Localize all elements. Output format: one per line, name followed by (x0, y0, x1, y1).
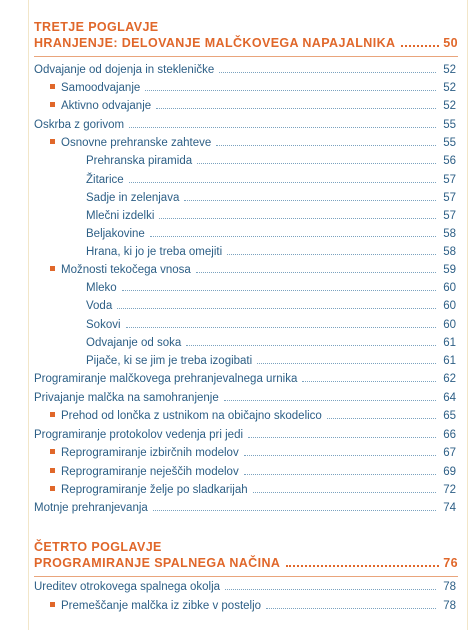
toc-entry[interactable] (34, 372, 456, 387)
dot-leader (156, 108, 436, 109)
entry-page: 52 (443, 64, 456, 76)
toc-entry[interactable] (34, 118, 456, 133)
dot-leader (248, 437, 436, 438)
dot-leader (227, 254, 436, 255)
toc-entry[interactable] (86, 191, 456, 206)
dot-leader (327, 418, 436, 419)
entry-label: Reprogramiranje izbirčnih modelov (61, 447, 239, 459)
toc-entry[interactable] (86, 354, 456, 369)
toc-entry[interactable] (50, 99, 456, 114)
entry-label: Mlečni izdelki (86, 210, 155, 222)
dot-leader (197, 163, 436, 164)
dot-leader (117, 308, 436, 309)
dot-leader (286, 565, 439, 567)
toc-entry[interactable] (86, 173, 456, 188)
toc-entry[interactable] (50, 263, 456, 278)
toc-entry[interactable] (34, 63, 456, 78)
entry-label: Osnovne prehranske zahteve (61, 137, 212, 149)
entry-page: 58 (443, 246, 456, 258)
entry-label: Programiranje malčkovega prehranjevalnega urnika (34, 373, 298, 385)
dot-leader (129, 182, 436, 183)
entry-label: Privajanje malčka na samohranjenje (34, 392, 219, 404)
chapter-3-header (34, 20, 458, 57)
toc-entry[interactable] (86, 154, 456, 169)
entry-page: 57 (443, 174, 456, 186)
entry-page: 60 (443, 300, 456, 312)
dot-leader (225, 589, 436, 590)
right-margin-line (467, 0, 468, 630)
dot-leader (186, 345, 436, 346)
entry-label: Reprogramiranje neješčih modelov (61, 466, 239, 478)
chapter-page: 76 (443, 556, 458, 570)
dot-leader (159, 218, 436, 219)
toc-entry[interactable] (34, 391, 456, 406)
entry-label: Odvajanje od soka (86, 337, 182, 349)
dot-leader (266, 608, 436, 609)
dot-leader (196, 272, 436, 273)
toc-entry[interactable] (50, 446, 456, 461)
entry-page: 57 (443, 210, 456, 222)
dot-leader (122, 290, 436, 291)
entry-label: Sokovi (86, 319, 121, 331)
chapter-4-header (34, 540, 458, 577)
bullet-icon (50, 602, 55, 607)
toc-entry[interactable] (86, 227, 456, 242)
dot-leader (129, 127, 436, 128)
dot-leader (244, 455, 436, 456)
entry-label: Oskrba z gorivom (34, 119, 125, 131)
dot-leader (184, 200, 436, 201)
entry-label: Premeščanje malčka iz zibke v posteljo (61, 600, 262, 612)
entry-page: 58 (443, 228, 456, 240)
entry-page: 64 (443, 392, 456, 404)
entry-page: 59 (443, 264, 456, 276)
dot-leader (257, 363, 436, 364)
chapter-rule (34, 56, 458, 57)
entry-page: 55 (443, 119, 456, 131)
dot-leader (126, 327, 436, 328)
entry-label: Sadje in zelenjava (86, 192, 180, 204)
toc-entry[interactable] (50, 483, 456, 498)
bullet-icon (50, 266, 55, 271)
entry-label: Prehranska piramida (86, 155, 193, 167)
entry-page: 61 (443, 337, 456, 349)
toc-entry[interactable] (86, 245, 456, 260)
entry-page: 67 (443, 447, 456, 459)
chapter-number: ČETRTO POGLAVJE (34, 540, 162, 554)
entry-page: 69 (443, 466, 456, 478)
entry-page: 61 (443, 355, 456, 367)
dot-leader (401, 45, 439, 47)
toc-entry[interactable] (34, 501, 456, 516)
entry-label: Hrana, ki jo je treba omejiti (86, 246, 223, 258)
toc-entry[interactable] (86, 299, 456, 314)
entry-label: Mleko (86, 282, 117, 294)
entry-page: 62 (443, 373, 456, 385)
chapter-title: PROGRAMIRANJE SPALNEGA NAČINA (34, 556, 281, 570)
entry-page: 78 (443, 600, 456, 612)
entry-label: Aktivno odvajanje (61, 100, 152, 112)
entry-page: 55 (443, 137, 456, 149)
toc-entry[interactable] (50, 136, 456, 151)
entry-page: 78 (443, 581, 456, 593)
bullet-icon (50, 486, 55, 491)
dot-leader (244, 474, 436, 475)
toc-entry[interactable] (50, 81, 456, 96)
toc-entry[interactable] (50, 599, 456, 614)
entry-page: 60 (443, 319, 456, 331)
entry-page: 65 (443, 410, 456, 422)
bullet-icon (50, 139, 55, 144)
entry-page: 52 (443, 82, 456, 94)
dot-leader (145, 90, 436, 91)
chapter-title: HRANJENJE: DELOVANJE MALČKOVEGA NAPAJALNIKA (34, 36, 396, 50)
toc-entry[interactable] (50, 409, 456, 424)
toc-entry[interactable] (34, 580, 456, 595)
entry-page: 72 (443, 484, 456, 496)
entry-label: Prehod od lončka z ustnikom na običajno skodelico (61, 410, 322, 422)
toc-entry[interactable] (86, 336, 456, 351)
chapter-title-row[interactable] (34, 36, 458, 50)
entry-label: Samoodvajanje (61, 82, 141, 94)
dot-leader (150, 236, 436, 237)
dot-leader (224, 400, 436, 401)
chapter-title-row[interactable] (34, 556, 458, 570)
dot-leader (253, 492, 436, 493)
toc-entry[interactable] (86, 318, 456, 333)
bullet-icon (50, 102, 55, 107)
entry-label: Ureditev otrokovega spalnega okolja (34, 581, 221, 593)
entry-page: 52 (443, 100, 456, 112)
left-margin-line (28, 0, 29, 630)
entry-label: Odvajanje od dojenja in stekleničke (34, 64, 215, 76)
entry-page: 57 (443, 192, 456, 204)
dot-leader (219, 72, 436, 73)
entry-page: 66 (443, 429, 456, 441)
entry-page: 56 (443, 155, 456, 167)
bullet-icon (50, 412, 55, 417)
chapter-page: 50 (443, 36, 458, 50)
dot-leader (153, 510, 436, 511)
toc-entry[interactable] (34, 428, 456, 443)
toc-entry[interactable] (50, 465, 456, 480)
entry-page: 74 (443, 502, 456, 514)
entry-page: 60 (443, 282, 456, 294)
entry-label: Motnje prehranjevanja (34, 502, 148, 514)
entry-label: Žitarice (86, 174, 124, 186)
entry-label: Reprogramiranje želje po sladkarijah (61, 484, 248, 496)
chapter-number: TRETJE POGLAVJE (34, 20, 159, 34)
entry-label: Pijače, ki se jim je treba izogibati (86, 355, 253, 367)
toc-entry[interactable] (86, 209, 456, 224)
bullet-icon (50, 449, 55, 454)
dot-leader (216, 145, 436, 146)
entry-label: Programiranje protokolov vedenja pri jedi (34, 429, 244, 441)
chapter-rule (34, 576, 458, 577)
bullet-icon (50, 468, 55, 473)
toc-entry[interactable] (86, 281, 456, 296)
bullet-icon (50, 84, 55, 89)
entry-label: Beljakovine (86, 228, 145, 240)
entry-label: Voda (86, 300, 113, 312)
dot-leader (302, 381, 436, 382)
entry-label: Možnosti tekočega vnosa (61, 264, 191, 276)
